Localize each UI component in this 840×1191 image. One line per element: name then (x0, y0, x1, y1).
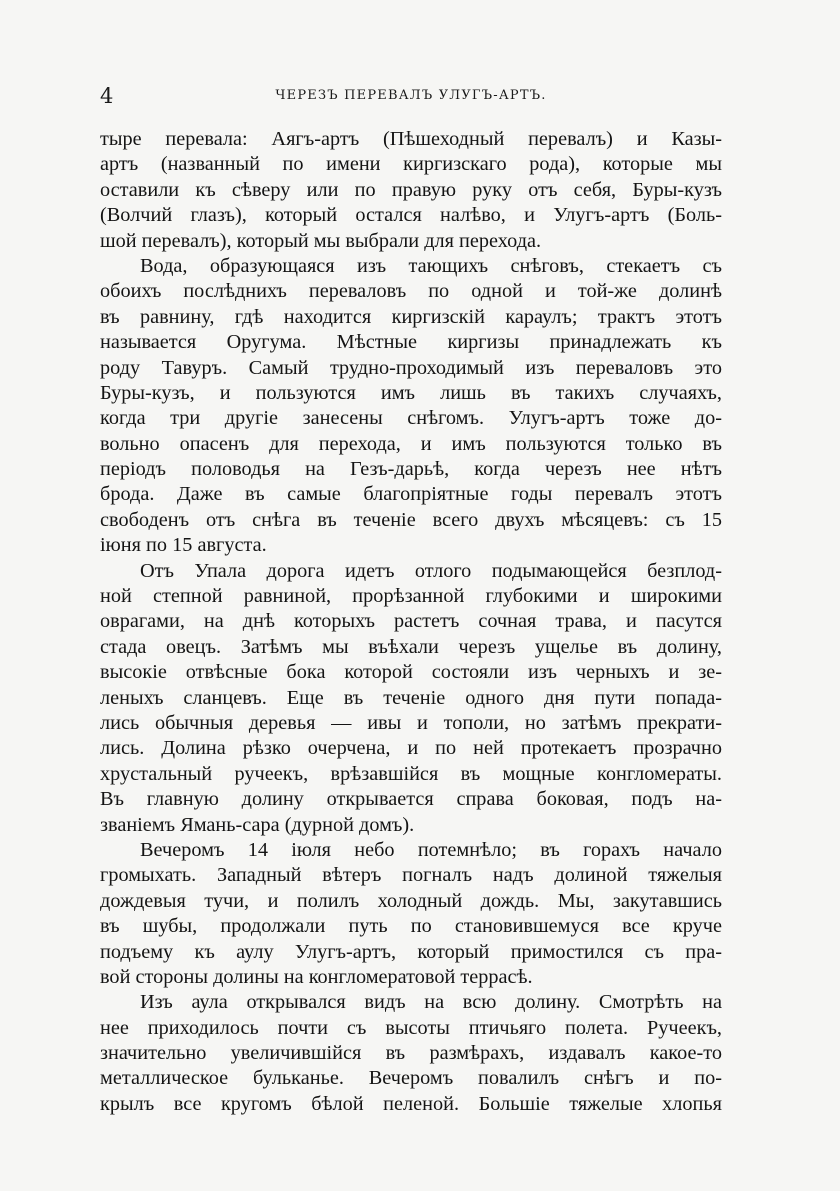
text-line: дождевыя тучи, и полилъ холодный дождь. Мы, закутавшись (100, 889, 722, 912)
text-line: громыхать. Западный вѣтеръ погналъ надъ долиной тяжелыя (100, 864, 722, 887)
text-line: вольно опасенъ для перехода, и имъ пользуются только въ (100, 432, 722, 455)
text-line: металлическое бульканье. Вечеромъ повалилъ снѣгъ и по- (100, 1067, 722, 1090)
text-line: въ равнину, гдѣ находится киргизскій караулъ; трактъ этотъ (100, 305, 722, 328)
text-line: Отъ Упала дорога идетъ отлого подымающейся безплод- (140, 559, 722, 582)
text-line: крылъ все кругомъ бѣлой пеленой. Большіе тяжелые хлопья (100, 1092, 722, 1115)
text-line: артъ (названный по имени киргизскаго рода), которые мы (100, 153, 722, 176)
running-head: ЧЕРЕЗЪ ПЕРЕВАЛЪ УЛУГЪ-АРТЪ. (275, 88, 547, 103)
page-header (100, 82, 722, 110)
text-line: значительно увеличившійся въ размѣрахъ, издавалъ какое-то (100, 1042, 722, 1065)
text-line: леныхъ сланцевъ. Еще въ теченіе одного дня пути попада- (100, 686, 722, 709)
text-line: іюня по 15 августа. (100, 534, 267, 557)
body-text (100, 127, 722, 1117)
text-line: лись обычныя деревья — ивы и тополи, но затѣмъ прекрати- (100, 711, 722, 734)
paragraph (100, 990, 722, 1117)
text-line: шой перевалъ), который мы выбрали для перехода. (100, 229, 542, 252)
text-line: Въ главную долину открывается справа боковая, подъ на- (100, 788, 722, 811)
text-line: обоихъ послѣднихъ переваловъ по одной и той-же долинѣ (100, 280, 722, 303)
paragraph (100, 127, 722, 254)
text-line: когда три другіе занесены снѣгомъ. Улугъ-артъ тоже до- (100, 407, 722, 430)
text-line: вой стороны долины на конгломератовой террасѣ. (100, 965, 533, 988)
paragraph (100, 838, 722, 990)
page-number: 4 (100, 84, 114, 108)
text-line: званіемъ Ямань-сара (дурной домъ). (100, 813, 415, 836)
text-line: въ шубы, продолжали путь по становившемуся все круче (100, 915, 722, 938)
text-line: оставили къ сѣверу или по правую руку отъ себя, Буры-кузъ (100, 178, 722, 201)
text-line: тыре перевала: Аягъ-артъ (Пѣшеходный перевалъ) и Казы- (100, 128, 722, 150)
text-line: брода. Даже въ самые благопріятные годы перевалъ этотъ (100, 483, 722, 506)
text-line: лись. Долина рѣзко очерчена, и по ней протекаетъ прозрачно (100, 737, 722, 760)
text-line: ной степной равниной, прорѣзанной глубокими и широкими (100, 585, 722, 608)
paragraph (100, 254, 722, 559)
text-line: Вода, образующаяся изъ тающихъ снѣговъ, стекаетъ съ (140, 254, 722, 277)
text-line: стада овецъ. Затѣмъ мы въѣхали черезъ ущелье въ долину, (100, 635, 722, 658)
text-line: называется Оругума. Мѣстные киргизы принадлежать къ (100, 331, 722, 354)
paragraph (100, 559, 722, 838)
text-line: роду Тавуръ. Самый трудно-проходимый изъ переваловъ это (100, 356, 722, 379)
text-line: высокіе отвѣсные бока которой состояли изъ черныхъ и зе- (100, 661, 722, 684)
text-line: свободенъ отъ снѣга въ теченіе всего двухъ мѣсяцевъ: съ 15 (100, 508, 722, 531)
text-line: Вечеромъ 14 іюля небо потемнѣло; въ горахъ начало (140, 838, 722, 861)
text-line: оврагами, на днѣ которыхъ растетъ сочная трава, и пасутся (100, 610, 722, 633)
text-line: Изъ аула открывался видъ на всю долину. Смотрѣть на (140, 991, 722, 1014)
text-line: періодъ половодья на Гезъ-дарьѣ, когда черезъ нее нѣтъ (100, 458, 722, 481)
text-line: Буры-кузъ, и пользуются имъ лишь въ такихъ случаяхъ, (100, 381, 722, 404)
text-line: нее приходилось почти съ высоты птичьяго полета. Ручеекъ, (100, 1016, 722, 1039)
text-line: (Волчий глазъ), который остался налѣво, и Улугъ-артъ (Боль- (100, 204, 722, 227)
text-line: подъему къ аулу Улугъ-артъ, который примостился съ пра- (100, 940, 722, 963)
text-line: хрустальный ручеекъ, врѣзавшійся въ мощные конгломераты. (100, 762, 722, 785)
